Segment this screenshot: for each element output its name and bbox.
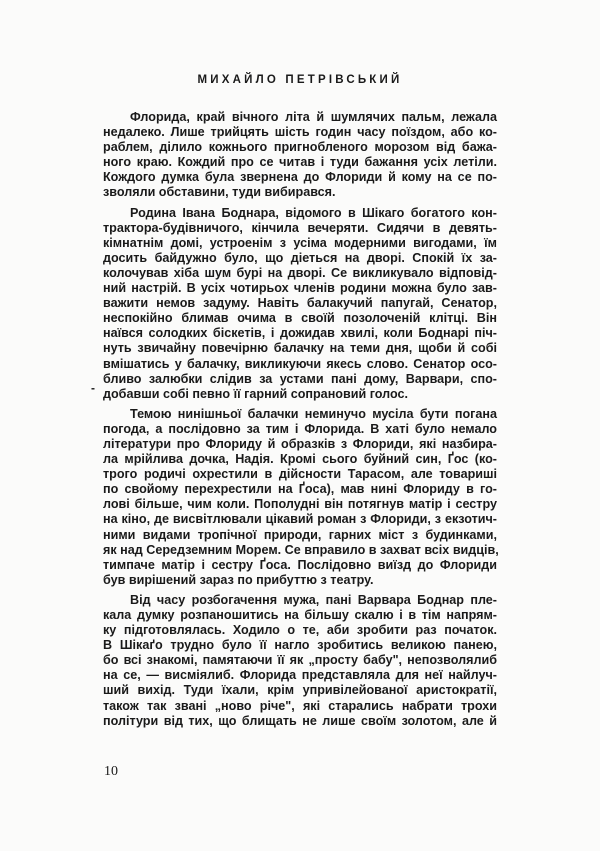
text-line: Кождого думка була звернена до Флориди й кому на се по- [103,170,497,185]
text-line: трактора-будівничого, кінчила вечеряти. Сидячи в девять- [103,220,497,235]
text-line: раблем, ділило кожнього пригнобленого морозом від бажа- [103,140,497,155]
text-line: ними видами тропічної природи, гарних міст з будинками, [103,527,497,542]
text-line: на кіно, де висвітлювали цікавий роман з Флориди, з екзотич- [103,512,497,527]
text-line: політури від тих, що блищать не лише своїм золотом, але й [103,713,497,728]
text-line: ку підготовлялась. Ходило о те, аби зробити раз початок. [103,623,497,638]
text-line: ного краю. Кождий про се читав і туди бажання усіх летіли. [103,155,497,170]
text-line: вмішатись у балачку, викликуючи якесь слово. Сенатор осо- [103,356,497,371]
paragraph [103,407,497,588]
text-line: кімнатнім домі, устроенім з усіма модерними вигодами, їм [103,235,497,250]
text-line: літератури про Флориду й образків з Флориди, які назбира- [103,436,497,451]
text-line: погода, а послідовно за тим і Флорида. В хаті було немало [103,421,497,436]
text-line: Флорида, край вічного літа й шумлячих пальм, лежала [130,110,497,124]
text-line: Родина Івана Боднара, відомого в Шікаго богатого кон- [130,205,497,220]
text-line: ний настрій. В усіх чотирьох членів родини можна було зав- [103,281,497,296]
paragraph [103,110,497,201]
text-line: В Шікаґо трудно було її нагло зробитись великою панею, [103,638,497,653]
page-number: 10 [104,764,118,779]
body-text [103,110,497,729]
text-line: зволяли обставини, туди вибирався. [103,185,336,200]
text-line: добавши собі певно її гарний сопрановий голос. [103,386,409,401]
text-line: неспокійно блимав очима в своїй позолоченій клітці. Він [103,311,497,326]
paragraph [103,206,497,402]
text-line: кала думку розпаношитись на більшу скалю і в тім напрям- [103,608,497,622]
text-line: був вирішений зараз по прибуттю з театру. [103,572,374,587]
text-line: недалеко. Лише трийцять шість годин часу поїздом, або ко- [103,125,497,140]
text-line: на се, — висміялиб. Флорида представляла для неї найлуч- [103,668,497,683]
text-line: ший вихід. Туди їхали, крім упривілейованої аристократії, [103,683,497,698]
paragraph [103,593,497,729]
margin-mark: - [91,381,95,395]
text-line: наївся солодких біскетів, і дожидав хвилі, коли Боднарі піч- [103,326,497,341]
text-line: бливо залюбки слідив за устами пані дому, Варвари, спо- [103,371,497,386]
text-line: лові більше, чим коли. Пополудні він потягнув матір і сестру [103,497,497,512]
text-line: трого родичі охрестили в дійсности Тарасом, але товариші [103,467,497,482]
text-line: досить байдужно було, що діеться на дворі. Спокій їх за- [103,250,497,265]
text-line: Від часу розбогачення мужа, пані Варвара Боднар пле- [130,592,497,607]
text-line: також так звані „ново річе", які старались набрати трохи [103,698,497,713]
text-line: по свойому перехрестили на Ґоса), мав нині Флориду в го- [103,482,497,497]
text-line: нуть звичайну повечірню балачку на теми дня, щоби й собі [103,341,497,356]
text-line: як над Середземним Морем. Се вправило в захват всіх видців, [103,542,499,557]
text-line: важити немов задуму. Навіть балакучий папугай, Сенатор, [103,296,497,311]
text-line: ла мрійлива дочка, Надія. Кромі сього буйний син, Ґос (ко- [103,452,497,467]
text-line: колочував хіба шум бурі на дворі. Се викликувало відповід- [103,265,497,280]
text-line: бо всі знакомі, памятаючи її як „просту бабу", непозволялиб [103,653,497,668]
text-line: тимпаче матір і сестру Ґоса. Послідовно виїзд до Флориди [103,557,497,572]
text-line: Темою нинішньої балачки неминучо мусіла бути погана [130,406,497,421]
running-header: МИХАЙЛО ПЕТРІВСЬКИЙ [197,74,403,86]
